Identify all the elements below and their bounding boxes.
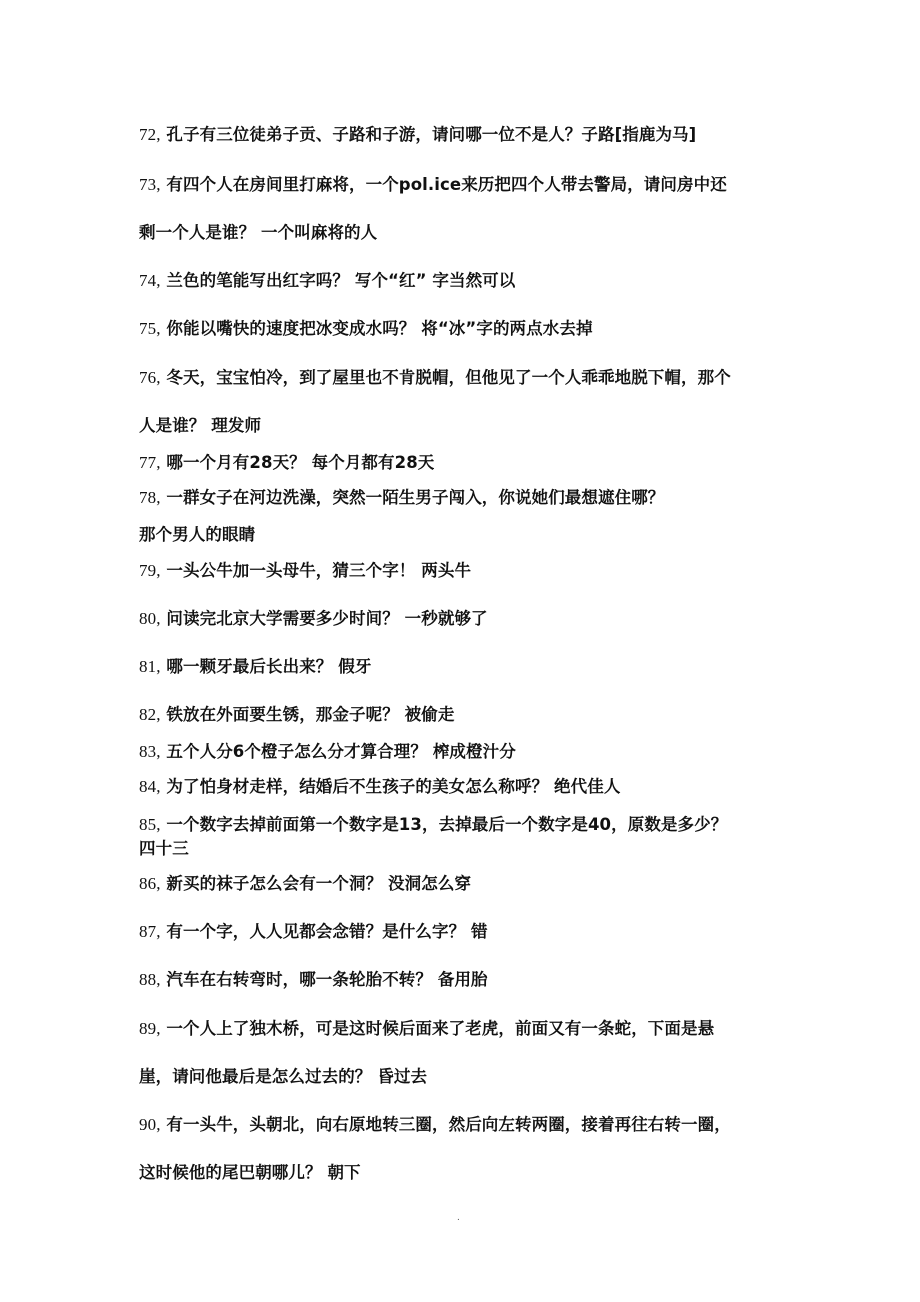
- riddle-74: 74, 兰色的笔能写出红字吗？ 写个“红” 字当然可以: [139, 271, 516, 290]
- riddle-89-cont: 崖，请问他最后是怎么过去的？ 昏过去: [139, 1067, 428, 1086]
- riddle-81: 81, 哪一颗牙最后长出来？ 假牙: [139, 657, 372, 676]
- riddle-75: 75, 你能以嘴快的速度把冰变成水吗？ 将“冰”字的两点水去掉: [139, 319, 593, 338]
- riddle-78-cont: 那个男人的眼睛: [139, 525, 256, 544]
- page-footer-mark: .: [457, 1212, 460, 1223]
- riddle-73: 73, 有四个人在房间里打麻将，一个pol.ice来历把四个人带去警局，请问房中还: [139, 175, 727, 194]
- riddle-72: 72, 孔子有三位徒弟子贡、子路和子游，请问哪一位不是人？子路[指鹿为马]: [139, 125, 697, 144]
- riddle-86: 86, 新买的袜子怎么会有一个洞？ 没洞怎么穿: [139, 874, 472, 893]
- riddle-85-cont: 四十三: [139, 839, 189, 858]
- riddle-85: 85, 一个数字去掉前面第一个数字是13，去掉最后一个数字是40，原数是多少？: [139, 815, 728, 834]
- riddle-88: 88, 汽车在右转弯时，哪一条轮胎不转？ 备用胎: [139, 970, 488, 989]
- riddle-78: 78, 一群女子在河边洗澡，突然一陌生男子闯入，你说她们最想遮住哪？: [139, 488, 665, 507]
- riddle-73-cont: 剩一个人是谁？ 一个叫麻将的人: [139, 223, 378, 242]
- riddle-87: 87, 有一个字，人人见都会念错？是什么字？ 错: [139, 922, 488, 941]
- riddle-76-cont: 人是谁？ 理发师: [139, 416, 262, 435]
- riddle-77: 77, 哪一个月有28天？ 每个月都有28天: [139, 453, 435, 472]
- riddle-90: 90, 有一头牛，头朝北，向右原地转三圈，然后向左转两圈，接着再往右转一圈，: [139, 1115, 731, 1134]
- riddle-90-cont: 这时候他的尾巴朝哪儿？ 朝下: [139, 1163, 361, 1182]
- riddle-80: 80, 问读完北京大学需要多少时间？ 一秒就够了: [139, 609, 488, 628]
- riddle-84: 84, 为了怕身材走样，结婚后不生孩子的美女怎么称呼？ 绝代佳人: [139, 777, 621, 796]
- riddle-82: 82, 铁放在外面要生锈，那金子呢？ 被偷走: [139, 705, 455, 724]
- riddle-76: 76, 冬天，宝宝怕冷，到了屋里也不肯脱帽，但他见了一个人乖乖地脱下帽，那个: [139, 368, 731, 387]
- riddle-79: 79, 一头公牛加一头母牛，猜三个字！ 两头牛: [139, 561, 472, 580]
- riddle-89: 89, 一个人上了独木桥，可是这时候后面来了老虎，前面又有一条蛇，下面是悬: [139, 1019, 715, 1038]
- riddle-83: 83, 五个人分6个橙子怎么分才算合理？ 榨成橙汁分: [139, 742, 516, 761]
